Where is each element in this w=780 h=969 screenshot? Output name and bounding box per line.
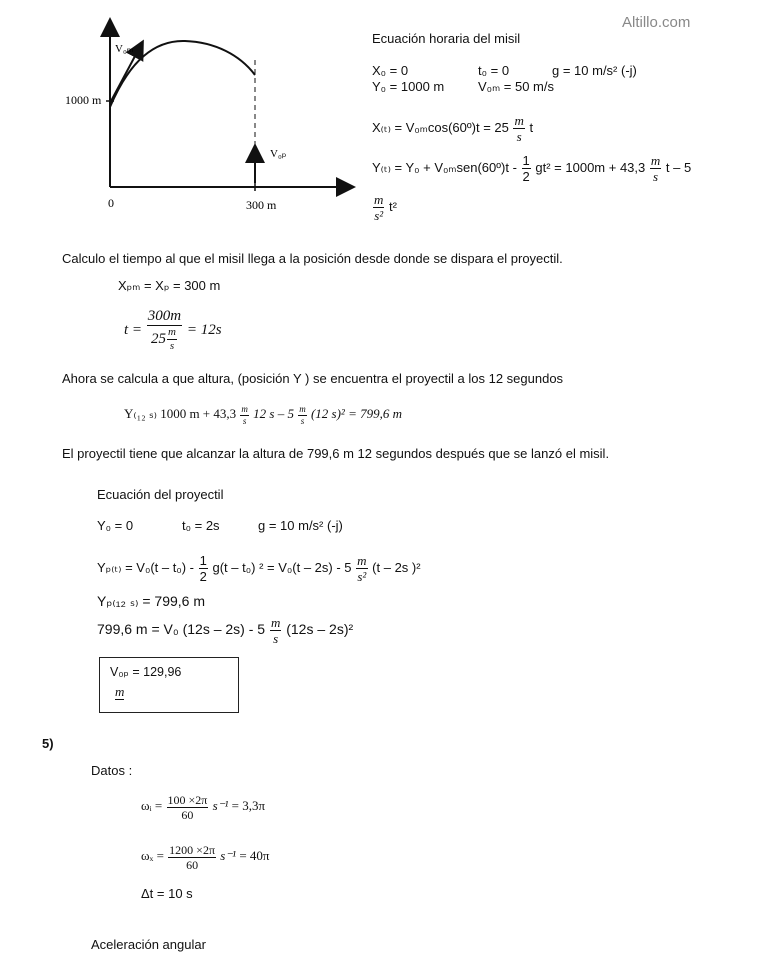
position-equation: Xₚₘ = Xₚ = 300 m [118,278,221,293]
proyectil-heading: Ecuación del proyectil [97,487,224,502]
misil-given-1a: X₀ = 0 [372,63,409,78]
proyectil-given-b: t₀ = 2s [182,518,220,533]
misil-heading: Ecuación horaria del misil [372,31,521,46]
proyectil-equation-2: Yₚ₍₁₂ ₛ₎ = 799,6 m [97,593,206,609]
proyectil-equation-1: Yₚ₍ₜ₎ = V₀(t – t₀) - $\frac{1}{2}$ g(t – t₀) ² = V₀(t – 2s) - 5 $\frac{m}{\text{s²}}$ (t – 2s )² [97,553,421,585]
label-300m: 300 m [246,198,277,212]
label-v0m: V₀ₘ [115,43,134,55]
delta-t: Δt = 10 s [141,886,193,901]
section-number: 5) [42,736,54,751]
y12-equation: Y₍₁₂ ₛ₎ 1000 m + 43,3 $\frac{m}{s}$ 12 s – 5 $\frac{m}{s}$ (12 s)² = 799,6 m [124,403,402,426]
misil-given-1c: g = 10 m/s² (-j) [552,63,637,78]
proyectil-given-c: g = 10 m/s² (-j) [258,518,343,533]
omega-final-equation: ωₓ = $\frac{1200 \times 2\pi}{60}$ s⁻¹ = 40π [141,842,270,872]
reach-text: El proyectil tiene que alcanzar la altura de 799,6 m 12 segundos después que se lanzó el misil. [62,446,610,461]
proyectil-equation-3: 799,6 m = V₀ (12s – 2s) - 5 $\frac{m}{s}$ (12s – 2s)² [97,614,354,646]
misil-given-2b: V₀ₘ = 50 m/s [478,79,554,94]
omega-initial-equation: ωᵢ = $\frac{100 \times 2\pi}{60}$ s⁻¹ = 3,3π [141,792,266,822]
misil-y-equation: Y₍ₜ₎ = Y₀ + V₀ₘsen(60º)t - $\frac{1}{2}$ gt² = 1000m + 43,3 $\frac{m}{s}$ t – 5 [372,153,692,185]
misil-y-equation-tail: $\frac{m}{\text{s²}}$ t² [374,192,397,224]
misil-given-1b: t₀ = 0 [478,63,510,78]
result-unit: m [115,684,125,699]
result-box [99,657,239,713]
height-text: Ahora se calcula a que altura, (posición Y ) se encuentra el proyectil a los 12 segundos [62,371,564,386]
watermark: Altillo.com [622,14,691,31]
datos-label: Datos : [91,763,133,778]
proyectil-given-a: Y₀ = 0 [97,518,134,533]
misil-x-equation: X₍ₜ₎ = V₀ₘcos(60º)t = 25 $\frac{m}{s}$ t [372,113,534,145]
calc-text: Calculo el tiempo al que el misil llega a la posición desde donde se dispara el proyectil. [62,251,563,266]
aceleracion-label: Aceleración angular [91,937,206,952]
time-equation: t = 300m 25 $\frac{m}{s}$ = 12s [124,308,222,353]
misil-given-2a: Y₀ = 1000 m [372,79,445,94]
label-origin: 0 [108,196,114,210]
result-value: V₀ₚ = 129,96 [110,665,182,679]
label-v0p: V₀ₚ [270,148,287,160]
trajectory-diagram [60,15,370,215]
label-1000m: 1000 m [65,93,102,107]
